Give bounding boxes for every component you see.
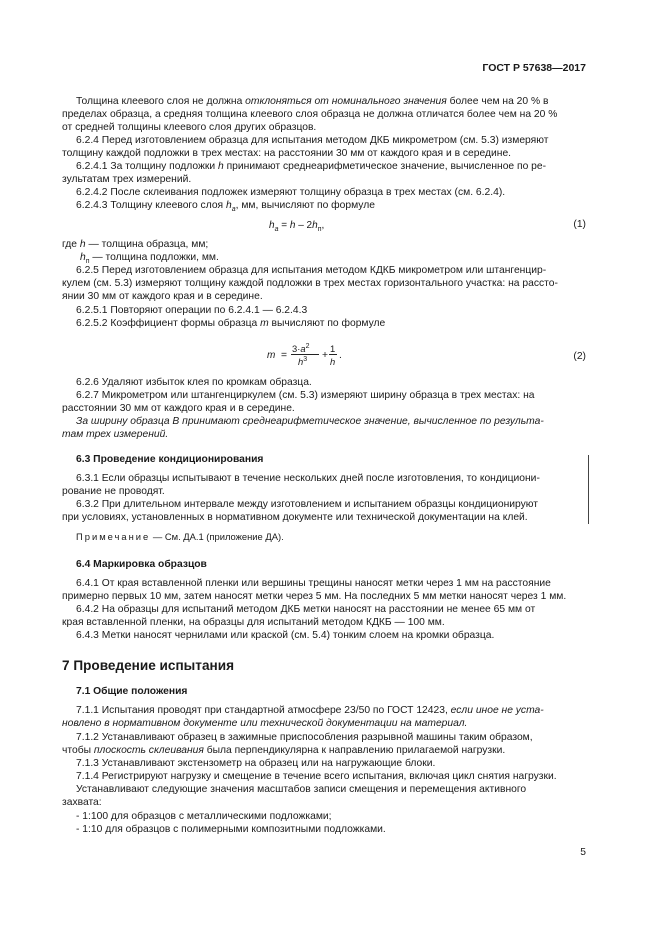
section-heading-6-3: 6.3 Проведение кондиционирования	[76, 454, 264, 465]
formula-denominator: $h^3$	[298, 355, 308, 367]
chapter-heading-7: 7 Проведение испытания	[62, 658, 234, 673]
text-line: кулем (см. 5.3) измеряют толщину каждой подложки в трех местах горизонтального участка: на рассто-	[62, 278, 558, 289]
text-line: 6.3.2 При длительном интервале между изготовлением и испытанием образцы кондиционируют	[76, 499, 538, 510]
fraction-bar-2	[329, 354, 337, 355]
text-line: 6.2.4.3 Толщину клеевого слоя $h_a$, мм, вычисляют по формуле	[76, 200, 375, 214]
text-line: примерно первых 10 мм, затем наносят метки через 5 мм. На последних 5 мм метки наносят через 1 мм.	[62, 591, 567, 602]
text-line: 6.2.5.1 Повторяют операции по 6.2.4.1 — 6.2.4.3	[76, 305, 308, 316]
text-line: 6.2.5 Перед изготовлением образца для испытания методом КДКБ микрометром или штангенцир-	[76, 265, 547, 276]
text-line: $h_п$ — толщина подложки, мм.	[80, 252, 219, 266]
text-line: 6.2.5.2 Коэффициент формы образца m вычисляют по формуле	[76, 318, 386, 329]
standard-number: ГОСТ Р 57638—2017	[482, 62, 586, 74]
text-line: 6.2.4.1 За толщину подложки h принимают среднеарифметическое значение, вычисленное по ре-	[76, 161, 547, 172]
text-line: 7.1.2 Устанавливают образец в зажимные приспособления разрывной машины таким образом,	[76, 732, 533, 743]
formula-numerator-2: 1	[330, 343, 336, 354]
text-line: 6.4.3 Метки наносят чернилами или краской (см. 5.4) тонким слоем на кромки образца.	[76, 630, 495, 641]
text-line: 6.2.4.2 После склеивания подложек измеряют толщину образца в трех местах (см. 6.2.4).	[76, 187, 506, 198]
text-line: 6.2.4 Перед изготовлением образца для испытания методом ДКБ микрометром (см. 5.3) измеряют	[76, 135, 549, 146]
text-line: при условиях, установленных в нормативном документе или технической документации на клей.	[62, 512, 528, 523]
text-line: расстоянии 30 мм от каждого края и в середине.	[62, 403, 295, 414]
text-line: 6.2.7 Микрометром или штангенциркулем (см. 5.3) измеряют ширину образца в трех местах: на	[76, 390, 535, 401]
formula-numerator: $3\cdot a^2$	[292, 342, 310, 354]
text-line: от средней толщины клеевого слоя других образцов.	[62, 122, 317, 133]
text-line: 7.1.1 Испытания проводят при стандартной атмосфере 23/50 по ГОСТ 12423, если иное не уста-	[76, 705, 544, 716]
list-item: - 1:10 для образцов с полимерными композитными подложками.	[76, 824, 386, 835]
text-line: края вставленной пленки, на образцы для испытаний методом КДКБ — 100 мм.	[62, 617, 445, 628]
text-line: захвата:	[62, 797, 102, 808]
text-line: янии 30 мм от каждого края и в середине.	[62, 291, 263, 302]
text-line: 6.4.1 От края вставленной пленки или вершины трещины наносят метки через 1 мм на расстояние	[76, 578, 551, 589]
text-line: рование не проводят.	[62, 486, 165, 497]
text-line: 6.3.1 Если образцы испытывают в течение нескольких дней после изготовления, то кондициони-	[76, 473, 540, 484]
formula-1: $h_a = h - 2h_п$,	[269, 220, 325, 233]
formula-number-2: (2)	[573, 351, 586, 362]
text-line: чтобы плоскость склеивания была перпендикулярна к направлению прилагаемой нагрузки.	[62, 745, 506, 756]
section-heading-6-4: 6.4 Маркировка образцов	[76, 559, 207, 570]
page-number: 5	[580, 847, 586, 858]
text-line: зультатам трех измерений.	[62, 174, 192, 185]
text-line: толщину каждой подложки в трех местах: на расстоянии 30 мм от каждого края и в середине.	[62, 148, 512, 159]
formula-denominator-2: h	[330, 356, 336, 367]
text-line: За ширину образца B принимают среднеарифметическое значение, вычисленное по результа-	[76, 416, 544, 427]
note: Примечание — См. ДА.1 (приложение ДА).	[76, 531, 284, 542]
text-line: 6.4.2 На образцы для испытаний методом ДКБ метки наносят на расстоянии не менее 65 мм от	[76, 604, 536, 615]
text-line: 7.1.3 Устанавливают экстензометр на образец или на нагружающие блоки.	[76, 758, 436, 769]
formula-plus: +	[322, 350, 329, 361]
section-heading-7-1: 7.1 Общие положения	[76, 686, 188, 697]
formula-end: .	[339, 350, 342, 361]
formula-number-1: (1)	[573, 219, 586, 230]
revision-bar	[588, 455, 589, 524]
text-line: 7.1.4 Регистрируют нагрузку и смещение в течение всего испытания, включая цикл снятия нагрузки.	[76, 771, 557, 782]
formula-m: m	[267, 350, 276, 361]
text-line: где h — толщина образца, мм;	[62, 239, 209, 250]
text-line: пределах образца, а средняя толщина клеевого слоя образца не должна отличатся более чем на 20 %	[62, 109, 558, 120]
text-line: 6.2.6 Удаляют избыток клея по кромкам образца.	[76, 377, 312, 388]
text-line: новлено в нормативном документе или технической документации на материал.	[62, 718, 468, 729]
formula-equals: =	[281, 350, 288, 361]
fraction-bar	[291, 354, 319, 355]
text-line: там трех измерений.	[62, 429, 169, 440]
list-item: - 1:100 для образцов с металлическими подложками;	[76, 811, 332, 822]
text-line: Толщина клеевого слоя не должна отклоняться от номинального значения более чем на 20 % в	[76, 96, 549, 107]
text-line: Устанавливают следующие значения масштабов записи смещения и перемещения активного	[76, 784, 527, 795]
